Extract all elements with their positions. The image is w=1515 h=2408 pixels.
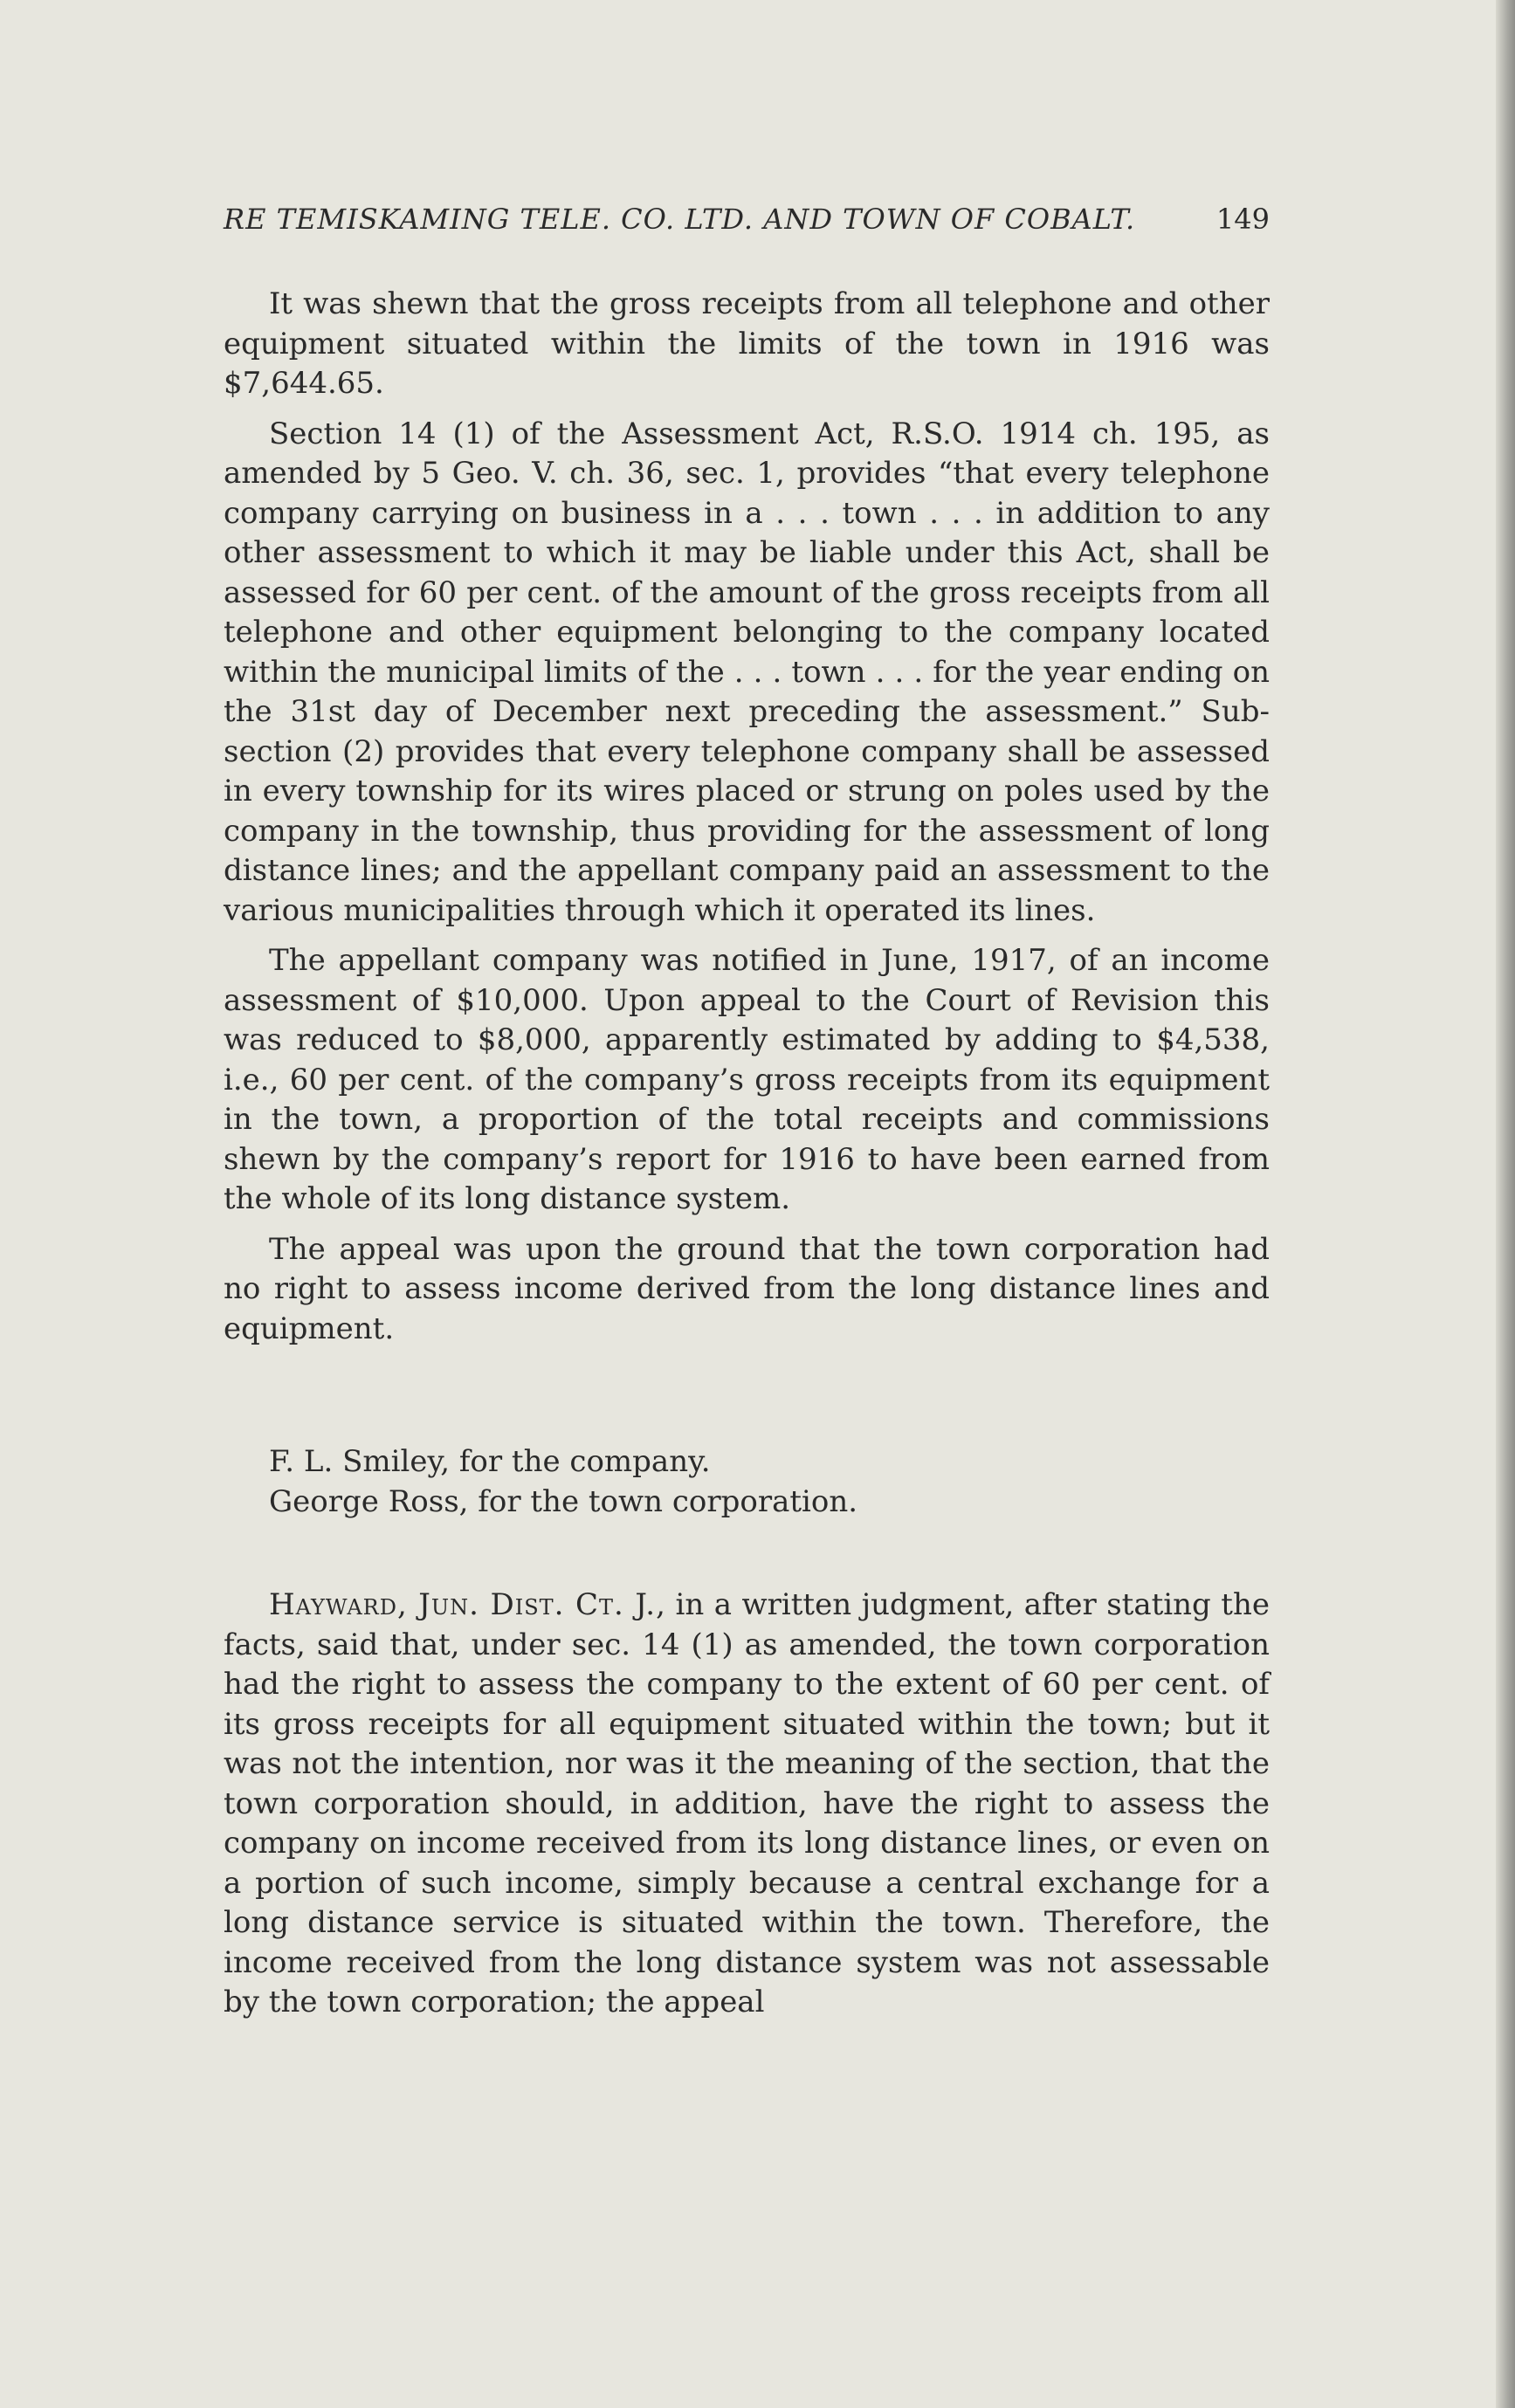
judgment-section (224, 1586, 1270, 2023)
counsel-line: George Ross, for the town corporation. (269, 1484, 858, 1519)
page-header (224, 203, 1270, 246)
body-text (224, 285, 1270, 1359)
paragraph: The appellant company was notified in June, 1917, of an income assessment of $10,000. Upon appeal to the Court of Revision this was reduced to $8,000, apparently estimated by adding to $4,538, i.e., 60 per cent. of the company’s gross receipts from its equipment in the town, a proportion of the total receipts and commissions shewn by the company’s report for 1916 to have been earned from the whole of its long distance system. (224, 943, 1270, 1216)
judge-name: Hayward, Jun. Dist. Ct. J. (269, 1587, 657, 1622)
counsel-list (269, 1441, 1229, 1522)
paragraph: The appeal was upon the ground that the town corporation had no right to assess income derived from the long distance lines and equipment. (224, 1231, 1270, 1346)
counsel-line: F. L. Smiley, for the company. (269, 1444, 711, 1479)
running-title: RE TEMISKAMING TELE. CO. LTD. AND TOWN OF COBALT. (224, 203, 1136, 236)
judgment-paragraph (224, 1586, 1270, 2023)
paragraph: It was shewn that the gross receipts from all telephone and other equipment situated within the limits of the town in 1916 was $7,644.65. (224, 286, 1270, 401)
paragraph: Section 14 (1) of the Assessment Act, R.S.O. 1914 ch. 195, as amended by 5 Geo. V. ch. 36, sec. 1, provides “that every telephone company carrying on business in a . . . town . . . in addition to any other assessment to which it may be liable under this Act, shall be assessed for 60 per cent. of the amount of the gross receipts from all telephone and other equipment belonging to the company located within the municipal limits of the . . . town . . . for the year ending on the 31st day of December next preceding the assessment.” Sub-section (2) provides that every telephone company shall be assessed in every township for its wires placed or strung on poles used by the company in the township, thus providing for the assessment of long distance lines; and the appellant company paid an assessment to the various municipalities through which it operated its lines. (224, 416, 1270, 928)
judgment-text: , in a written judgment, after stating the facts, said that, under sec. 14 (1) as amended, the town corporation had the right to assess the company to the extent of 60 per cent. of its gross receipts for all equipment situated within the town; but it was not the intention, nor was it the meaning of the section, that the town corporation should, in addition, have the right to assess the company on income received from its long distance lines, or even on a portion of such income, simply because a central exchange for a long distance service is situated within the town. Therefore, the income received from the long distance system was not assessable by the town corporation; the appeal (224, 1587, 1270, 2019)
page-number: 149 (1215, 203, 1270, 236)
page-gutter (1496, 0, 1515, 2408)
